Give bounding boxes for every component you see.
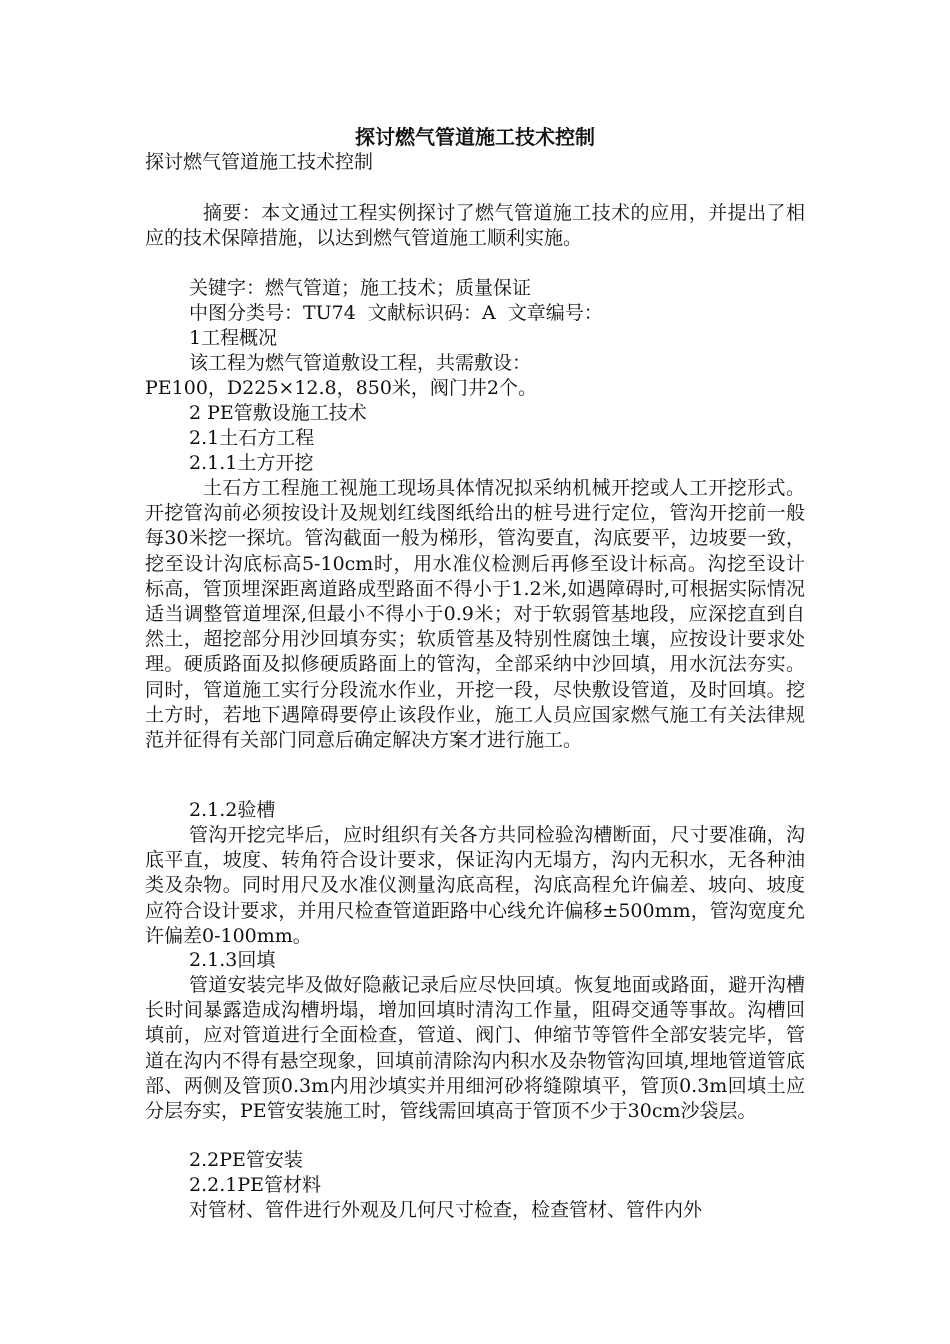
section-1-heading: 1工程概况 [189, 327, 278, 349]
section-2-1-2-heading: 2.1.2验槽 [189, 799, 276, 821]
keywords-line: 关键字：燃气管道；施工技术；质量保证 [189, 277, 532, 299]
section-2-1-3-paragraph: 管道安装完毕及做好隐蔽记录后应尽快回填。恢复地面或路面，避开沟槽长时间暴露造成沟槽坍塌，增加回填时清沟工作量，阻碍交通等事故。沟槽回填前，应对管道进行全面检查，管道、阀门、伸缩节等管件全部安装完毕，管道在沟内不得有悬空现象，回填前清除沟内积水及杂物管沟回填,埋地管道管底部、两侧及管顶0.3m内用沙填实并用细河砂将缝隙填平，管顶0.3m回填土应分层夯实，PE管安装施工时，管线需回填高于管顶不少于30cm沙袋层。 [145, 974, 805, 1123]
abstract-paragraph: 摘要：本文通过工程实例探讨了燃气管道施工技术的应用，并提出了相应的技术保障措施，以达到燃气管道施工顺利实施。 [145, 202, 805, 250]
document-subtitle: 探讨燃气管道施工技术控制 [145, 151, 374, 173]
section-2-heading: 2 PE管敷设施工技术 [189, 402, 367, 424]
document-title: 探讨燃气管道施工技术控制 [355, 125, 595, 149]
section-2-1-2-paragraph: 管沟开挖完毕后，应时组织有关各方共同检验沟槽断面，尺寸要准确，沟底平直，坡度、转角符合设计要求，保证沟内无塌方，沟内无积水，无各种油类及杂物。同时用尺及水准仪测量沟底高程，沟底高程允许偏差、坡向、坡度应符合设计要求，并用尺检查管道距路中心线允许偏移±500mm，管沟宽度允许偏差0-100mm。 [145, 824, 805, 947]
section-2-2-1-paragraph: 对管材、管件进行外观及几何尺寸检查，检查管材、管件内外 [189, 1199, 703, 1221]
section-2-1-1-heading: 2.1.1土方开挖 [189, 452, 314, 474]
section-2-2-heading: 2.2PE管安装 [189, 1149, 303, 1171]
section-2-1-heading: 2.1土石方工程 [189, 427, 315, 449]
section-2-1-1-paragraph: 土石方工程施工视施工现场具体情况拟采纳机械开挖或人工开挖形式。开挖管沟前必须按设计及规划红线图纸给出的桩号进行定位，管沟开挖前一般每30米挖一探坑。管沟截面一般为梯形，管沟要直，沟底要平，边坡要一致，挖至设计沟底标高5-10cm时，用水准仪检测后再修至设计标高。沟挖至设计标高，管顶埋深距离道路成型路面不得小于1.2米,如遇障碍时,可根据实际情况适当调整管道埋深,但最小不得小于0.9米；对于软弱管基地段，应深挖直到自然土，超挖部分用沙回填夯实；软质管基及特别性腐蚀土壤，应按设计要求处理。硬质路面及拟修硬质路面上的管沟，全部采纳中沙回填，用水沉法夯实。同时，管道施工实行分段流水作业，开挖一段，尽快敷设管道，及时回填。挖土方时，若地下遇障碍要停止该段作业，施工人员应国家燃气施工有关法律规范并征得有关部门同意后确定解决方案才进行施工。 [145, 477, 805, 752]
section-2-1-3-heading: 2.1.3回填 [189, 949, 276, 971]
section-1-text: 该工程为燃气管道敷设工程，共需敷设： [189, 352, 532, 374]
section-1-text-continued: PE100，D225×12.8，850米，阀门井2个。 [145, 377, 537, 399]
classification-line: 中图分类号：TU74 文献标识码：A 文章编号： [189, 302, 603, 324]
section-2-2-1-heading: 2.2.1PE管材料 [189, 1174, 321, 1196]
